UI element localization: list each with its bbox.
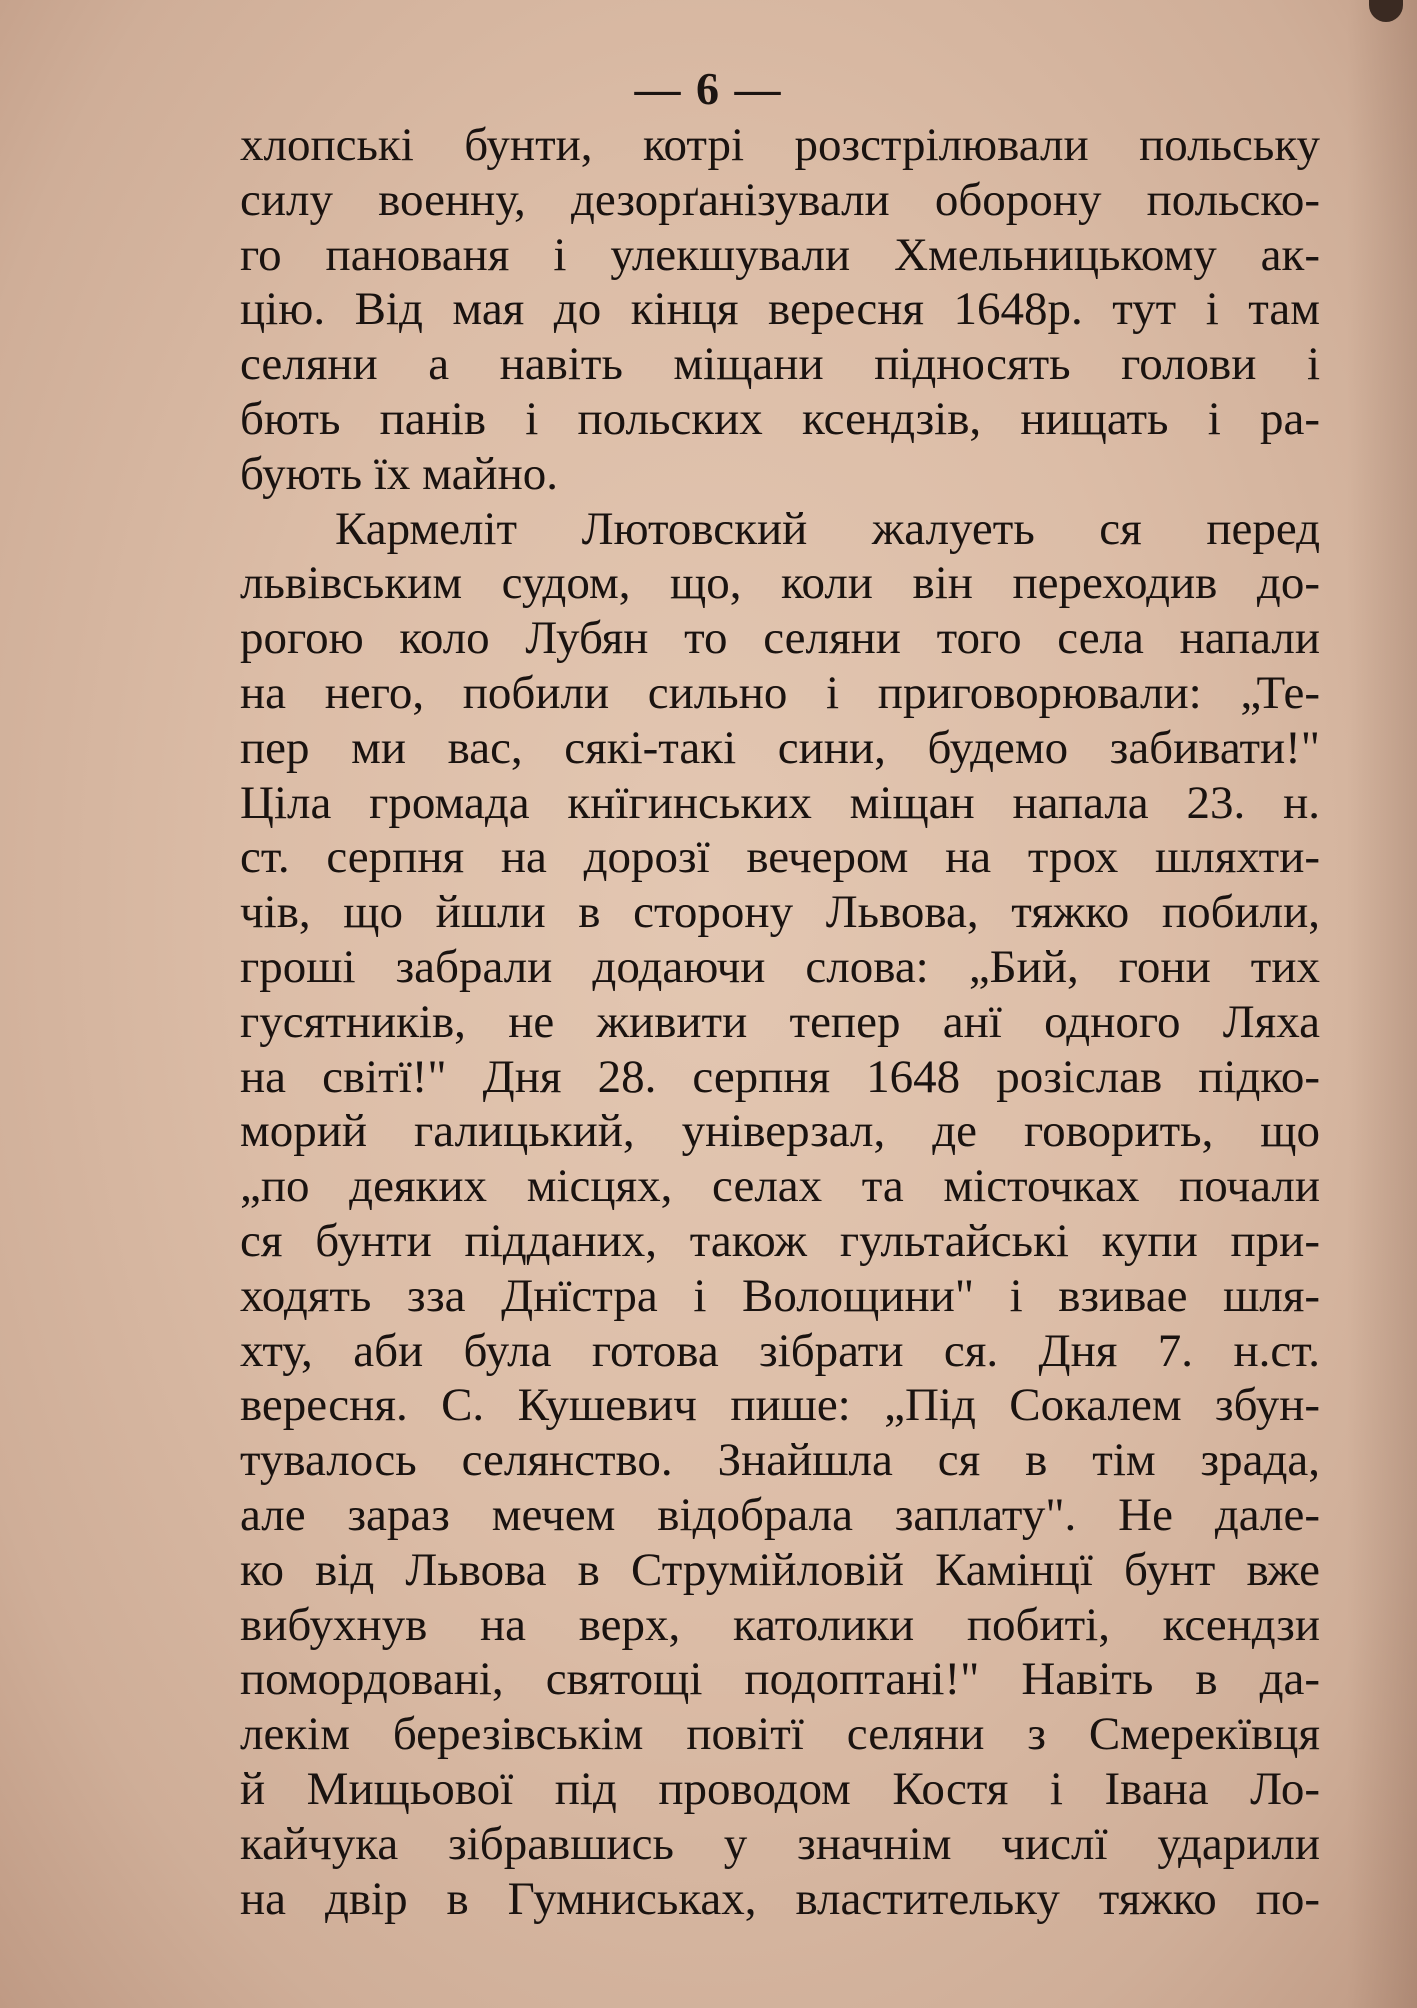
text-line: ко від Львова в Струмійловій Камінцї бунт вже bbox=[240, 1543, 1320, 1596]
text-line: пер ми вас, сякі-такі сини, будемо забивати!" bbox=[240, 721, 1320, 774]
text-line: львівським судом, що, коли він переходив до- bbox=[240, 557, 1320, 610]
text-line: гусятників, не живити тепер анї одного Ляха bbox=[240, 995, 1320, 1048]
page-edge-shadow bbox=[1347, 0, 1417, 2008]
text-line: вересня. С. Кушевич пише: „Під Сокалем збун- bbox=[240, 1379, 1320, 1432]
text-line: на него, побили сильно і приговорювали: „Те- bbox=[240, 666, 1320, 719]
text-line: лекім березівськім повітї селяни з Смерекївця bbox=[240, 1708, 1320, 1761]
text-line: хлопські бунти, котрі розстрілювали польську bbox=[240, 119, 1320, 171]
text-line: силу военну, дезорґанізували оборону польско- bbox=[240, 173, 1320, 226]
text-line: чів, що йшли в сторону Львова, тяжко побили, bbox=[240, 886, 1320, 939]
text-line: тувалось селянство. Знайшла ся в тім зрада, bbox=[240, 1434, 1320, 1487]
text-line: ходять зза Днїстра і Волощини" і взивае шля- bbox=[240, 1269, 1320, 1322]
text-line: бють панів і польских ксендзів, нищать і ра- bbox=[240, 392, 1320, 445]
page-number: — 6 — bbox=[634, 63, 783, 114]
text-line: й Мищьової під проводом Костя і Івана Ло- bbox=[240, 1762, 1320, 1815]
body-text bbox=[240, 118, 1320, 1926]
text-line: го панованя і улекшували Хмельницькому ак- bbox=[240, 228, 1320, 281]
text-line: Ціла громада кнїгинських міщан напала 23. н. bbox=[240, 776, 1320, 829]
text-line: ст. серпня на дорозї вечером на трох шляхти- bbox=[240, 831, 1320, 884]
text-line: селяни а навіть міщани підносять голови і bbox=[240, 338, 1320, 391]
text-line: кайчука зібравшись у значнім числї ударили bbox=[240, 1817, 1320, 1870]
text-line: помордовані, святощі подоптані!" Навіть в да- bbox=[240, 1653, 1320, 1706]
text-line: бують їх майно. bbox=[240, 447, 558, 500]
paragraph-start-line: Кармеліт Лютовский жалуеть ся перед bbox=[335, 502, 1320, 555]
text-line: але зараз мечем відобрала заплату". Не дале- bbox=[240, 1488, 1320, 1541]
text-line: цію. Від мая до кінця вересня 1648р. тут і там bbox=[240, 283, 1320, 336]
text-line: „по деяких місцях, селах та місточках почали bbox=[240, 1160, 1320, 1213]
text-line: ся бунти підданих, також гультайські купи при- bbox=[240, 1214, 1320, 1267]
text-line: вибухнув на верх, католики побиті, ксендзи bbox=[240, 1598, 1320, 1651]
text-line: гроші забрали додаючи слова: „Бий, гони тих bbox=[240, 940, 1320, 993]
text-line: на світї!" Дня 28. серпня 1648 розіслав підко- bbox=[240, 1050, 1320, 1103]
text-line: на двір в Гумниськах, властительку тяжко по- bbox=[240, 1872, 1320, 1925]
text-line: хту, аби була готова зібрати ся. Дня 7. н.ст. bbox=[240, 1324, 1320, 1377]
text-line: рогою коло Лубян то селяни того села напали bbox=[240, 612, 1320, 665]
text-line: морий галицький, універзал, де говорить, що bbox=[240, 1105, 1320, 1158]
